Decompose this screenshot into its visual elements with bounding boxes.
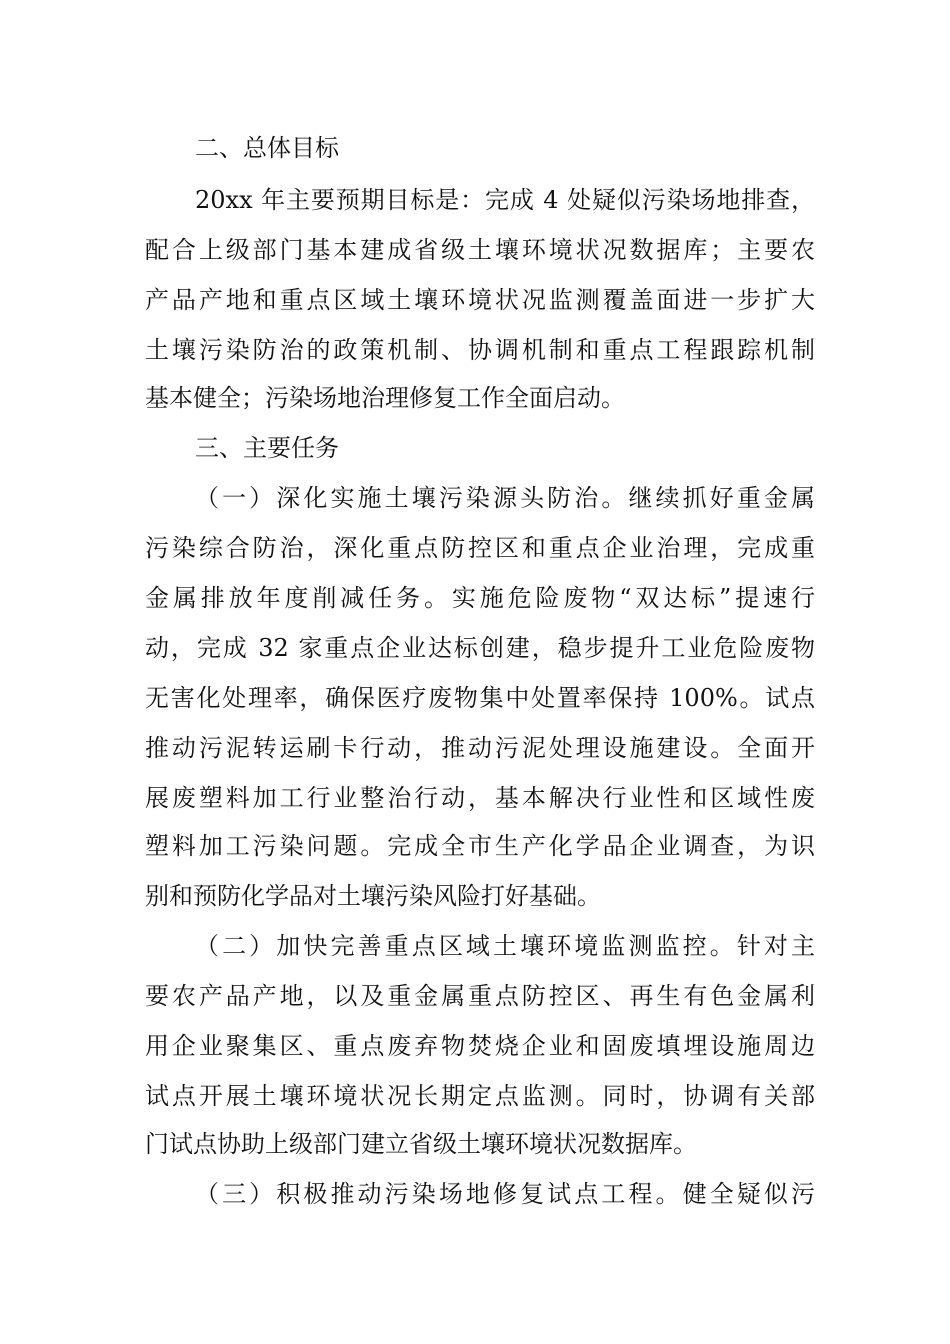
paragraph-line: 20xx 年主要预期目标是：完成 4 处疑似污染场地排查， — [195, 186, 815, 214]
paragraph-line: 金属排放年度削减任务。实施危险废物“双达标”提速行 — [145, 584, 815, 612]
paragraph-line: 土壤污染防治的政策机制、协调机制和重点工程跟踪机制 — [145, 336, 815, 364]
paragraph-line: （一）深化实施土壤污染源头防治。继续抓好重金属 — [195, 484, 815, 512]
paragraph-line: 要农产品产地，以及重金属重点防控区、再生有色金属利 — [145, 982, 815, 1010]
paragraph-line: 无害化处理率，确保医疗废物集中处置率保持 100%。试点 — [145, 684, 815, 712]
paragraph-line: 产品产地和重点区域土壤环境状况监测覆盖面进一步扩大 — [145, 286, 815, 314]
paragraph-line: 别和预防化学品对土壤污染风险打好基础。 — [145, 882, 601, 910]
paragraph-line: 用企业聚集区、重点废弃物焚烧企业和固废填埋设施周边 — [145, 1032, 815, 1060]
paragraph-line: 配合上级部门基本建成省级土壤环境状况数据库；主要农 — [145, 236, 815, 264]
paragraph-line: 推动污泥转运刷卡行动，推动污泥处理设施建设。全面开 — [145, 734, 815, 762]
paragraph-line: （二）加快完善重点区域土壤环境监测监控。针对主 — [195, 932, 815, 960]
paragraph-line: 基本健全；污染场地治理修复工作全面启动。 — [145, 384, 625, 412]
paragraph-line: 污染综合防治，深化重点防控区和重点企业治理，完成重 — [145, 534, 815, 562]
paragraph-line: 展废塑料加工行业整治行动，基本解决行业性和区域性废 — [145, 784, 815, 812]
paragraph-line: 门试点协助上级部门建立省级土壤环境状况数据库。 — [145, 1130, 697, 1158]
paragraph-line: 塑料加工污染问题。完成全市生产化学品企业调查，为识 — [145, 832, 815, 860]
section-heading-goals: 二、总体目标 — [195, 134, 339, 162]
paragraph-line: 动，完成 32 家重点企业达标创建，稳步提升工业危险废物 — [145, 634, 815, 662]
section-heading-tasks: 三、主要任务 — [195, 434, 339, 462]
paragraph-line: 试点开展土壤环境状况长期定点监测。同时，协调有关部 — [145, 1082, 815, 1110]
paragraph-line: （三）积极推动污染场地修复试点工程。健全疑似污 — [195, 1180, 815, 1208]
